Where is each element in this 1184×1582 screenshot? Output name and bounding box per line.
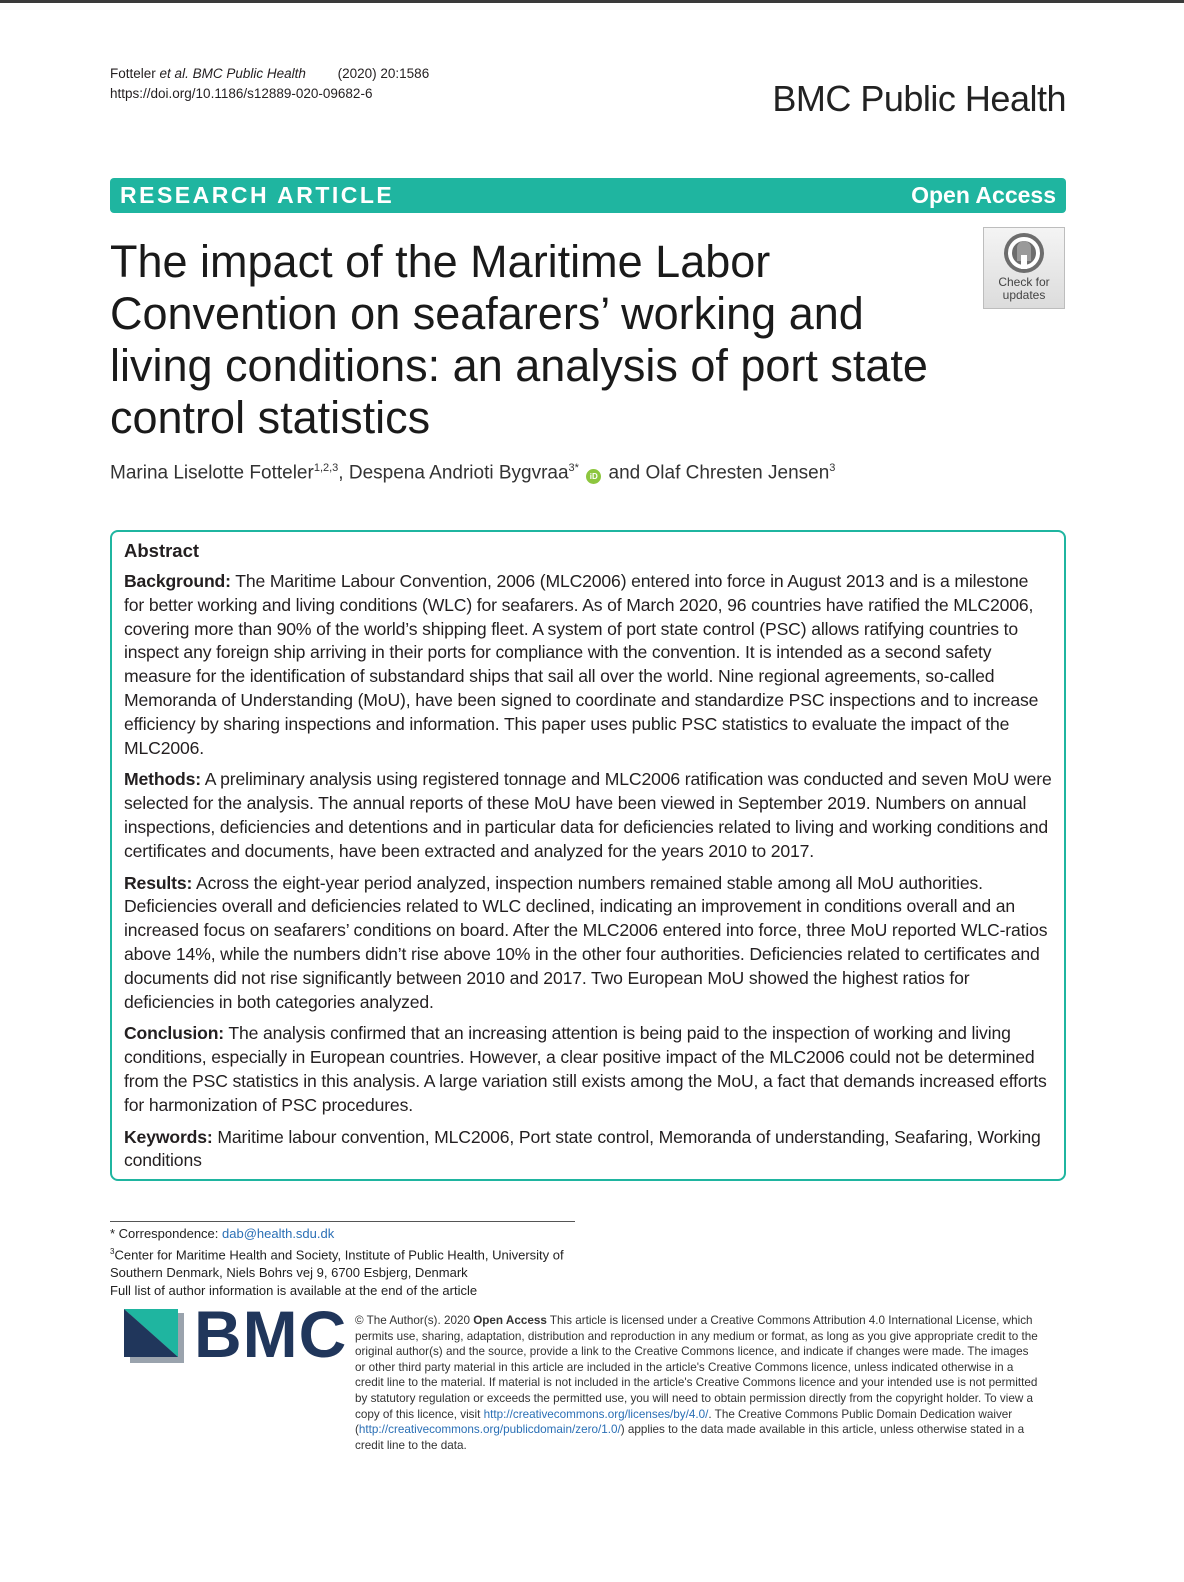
author-affiliation-sup: 3* xyxy=(568,462,579,474)
correspondence-line xyxy=(110,1225,590,1243)
keywords-label: Keywords: xyxy=(124,1126,213,1147)
background-label: Background: xyxy=(124,571,231,591)
bmc-logo xyxy=(124,1297,348,1371)
background-text: The Maritime Labour Convention, 2006 (MLC2006) entered into force in August 2013 and is a milestone for better working and living conditions (WLC) for seafarers. As of March 2020, 96 countries have ratified the MLC2006, covering more than 90% of the world’s shipping fleet. A system of port state control (PSC) allows ratifying countries to inspect any foreign ship arriving in their ports for compliance with the convention. It is intended as a second safety measure for the identification of substandard ships that sail all over the world. Nine regional agreements, so-called Memoranda of Understanding (MoU), have been signed to coordinate and standardize PSC inspections and to increase efficiency by sharing inspections and information. This paper uses public PSC statistics to evaluate the impact of the MLC2006. xyxy=(124,571,1039,758)
citation-line xyxy=(110,64,429,84)
citation-journal: et al. BMC Public Health xyxy=(159,66,306,81)
license-open-access: Open Access xyxy=(473,1314,547,1327)
conclusion-text: The analysis confirmed that an increasing attention is being paid to the inspection of working and living conditions, especially in European countries. However, a clear positive impact of the MLC2006 could not be determined from the PSC statistics in this analysis. A large variation still exists among the MoU, a fact that demands increased efforts for harmonization of PSC procedures. xyxy=(124,1023,1047,1115)
doi-link[interactable]: https://doi.org/10.1186/s12889-020-09682-6 xyxy=(110,86,373,101)
results-text: Across the eight-year period analyzed, inspection numbers remained stable among all MoU authorities. Deficiencies overall and deficiencies related to WLC declined, indicating an improvement in conditions overall and an increased focus on seafarers’ conditions on board. After the MLC2006 entered into force, three MoU reported WLC-ratios above 14%, while the numbers didn’t rise above 10% in the other four authorities. Deficiencies related to certificates and documents did not rise significantly between 2010 and 2017. Two European MoU showed the highest ratios for deficiencies in both categories analyzed. xyxy=(124,872,1048,1012)
check-for-updates-button[interactable] xyxy=(983,227,1065,309)
abstract-results xyxy=(124,872,1052,1015)
license-statement xyxy=(355,1313,1040,1453)
citation-block xyxy=(110,64,429,104)
methods-text: A preliminary analysis using registered tonnage and MLC2006 ratification was conducted and seven MoU were selected for the analysis. The annual reports of these MoU have been viewed in September 2019. Numbers on annual inspections, deficiencies and detentions and in particular data for deficiencies related to living and working conditions and certificates and documents, have been extracted and analyzed for the years 2010 to 2017. xyxy=(124,769,1052,861)
footnote-divider xyxy=(110,1221,575,1222)
abstract-keywords xyxy=(124,1126,1052,1174)
bmc-logo-icon xyxy=(124,1309,184,1363)
affiliation xyxy=(110,1243,590,1282)
journal-name: BMC Public Health xyxy=(772,78,1066,119)
affiliation-text: Center for Maritime Health and Society, Institute of Public Health, University of Southern Denmark, Niels Bohrs vej 9, 6700 Esbjerg, Denmark xyxy=(110,1247,564,1281)
correspondence-label: * Correspondence: xyxy=(110,1226,223,1241)
affiliation-sup: 3 xyxy=(110,1247,115,1256)
license-text-1: This article is licensed under a Creative Commons Attribution 4.0 International License, which permits use, sharing, adaptation, distribution and reproduction in any medium or format, as long as you give appropriate credit to the original author(s) and the source, provide a link to the Creative Commons licence, and indicate if changes were made. The images or other third party material in this article are included in the article's Creative Commons licence, unless indicated otherwise in a credit line to the material. If material is not included in the article's Creative Commons licence and your intended use is not permitted by statutory regulation or exceeds the permitted use, you will need to obtain permission directly from the copyright holder. To view a copy of this licence, visit xyxy=(355,1314,1038,1421)
article-title: The impact of the Maritime Labor Convention on seafarers’ working and living conditions: an analysis of port state control statistics xyxy=(110,236,928,443)
author-affiliation-sup: 3 xyxy=(829,462,836,474)
abstract-conclusion xyxy=(124,1022,1052,1117)
author-affiliation-sup: 1,2,3 xyxy=(313,462,339,474)
license-text-2: . The Creative Commons Public Domain Dedication waiver ( xyxy=(355,1407,1013,1437)
top-border xyxy=(0,0,1184,3)
bmc-logo-text: BMC xyxy=(194,1297,348,1371)
author-list xyxy=(110,462,835,484)
abstract-box xyxy=(110,530,1066,1181)
author-conjunction: and xyxy=(603,462,646,484)
license-text-3: ) applies to the data made available in this article, unless otherwise stated in a credit line to the data. xyxy=(355,1423,1025,1452)
crossmark-icon xyxy=(1002,231,1046,275)
author-name[interactable]: Despena Andrioti Bygvraa xyxy=(348,462,569,484)
footnotes xyxy=(110,1225,590,1300)
author-info-note: Full list of author information is available at the end of the article xyxy=(110,1283,478,1299)
citation-year: (2020) 20:1586 xyxy=(337,66,430,81)
abstract-methods xyxy=(124,768,1052,863)
author-name[interactable]: Marina Liselotte Fotteler xyxy=(110,462,314,484)
conclusion-label: Conclusion: xyxy=(124,1023,224,1044)
open-access-label: Open Access xyxy=(911,182,1056,208)
correspondence-email-link[interactable]: dab@health.sdu.dk xyxy=(222,1226,335,1241)
article-type: RESEARCH ARTICLE xyxy=(120,182,395,208)
license-link-by[interactable]: http://creativecommons.org/licenses/by/4.0/ xyxy=(483,1407,709,1421)
author-separator: , xyxy=(338,462,349,484)
orcid-icon[interactable]: iD xyxy=(586,469,601,484)
article-type-banner xyxy=(110,178,1066,213)
crossmark-label-1: Check for xyxy=(998,275,1050,289)
methods-label: Methods: xyxy=(124,769,201,790)
copyright-text: © The Author(s). 2020 xyxy=(355,1314,474,1327)
abstract-background xyxy=(124,570,1052,760)
abstract-heading: Abstract xyxy=(124,540,200,561)
crossmark-label-2: updates xyxy=(1002,288,1046,302)
results-label: Results: xyxy=(124,872,193,893)
citation-authors: Fotteler xyxy=(110,66,156,81)
author-name[interactable]: Olaf Chresten Jensen xyxy=(645,462,830,484)
license-link-zero[interactable]: http://creativecommons.org/publicdomain/zero/1.0/ xyxy=(358,1423,621,1437)
keywords-text: Maritime labour convention, MLC2006, Port state control, Memoranda of understanding, Seafaring, Working conditions xyxy=(124,1126,1041,1171)
